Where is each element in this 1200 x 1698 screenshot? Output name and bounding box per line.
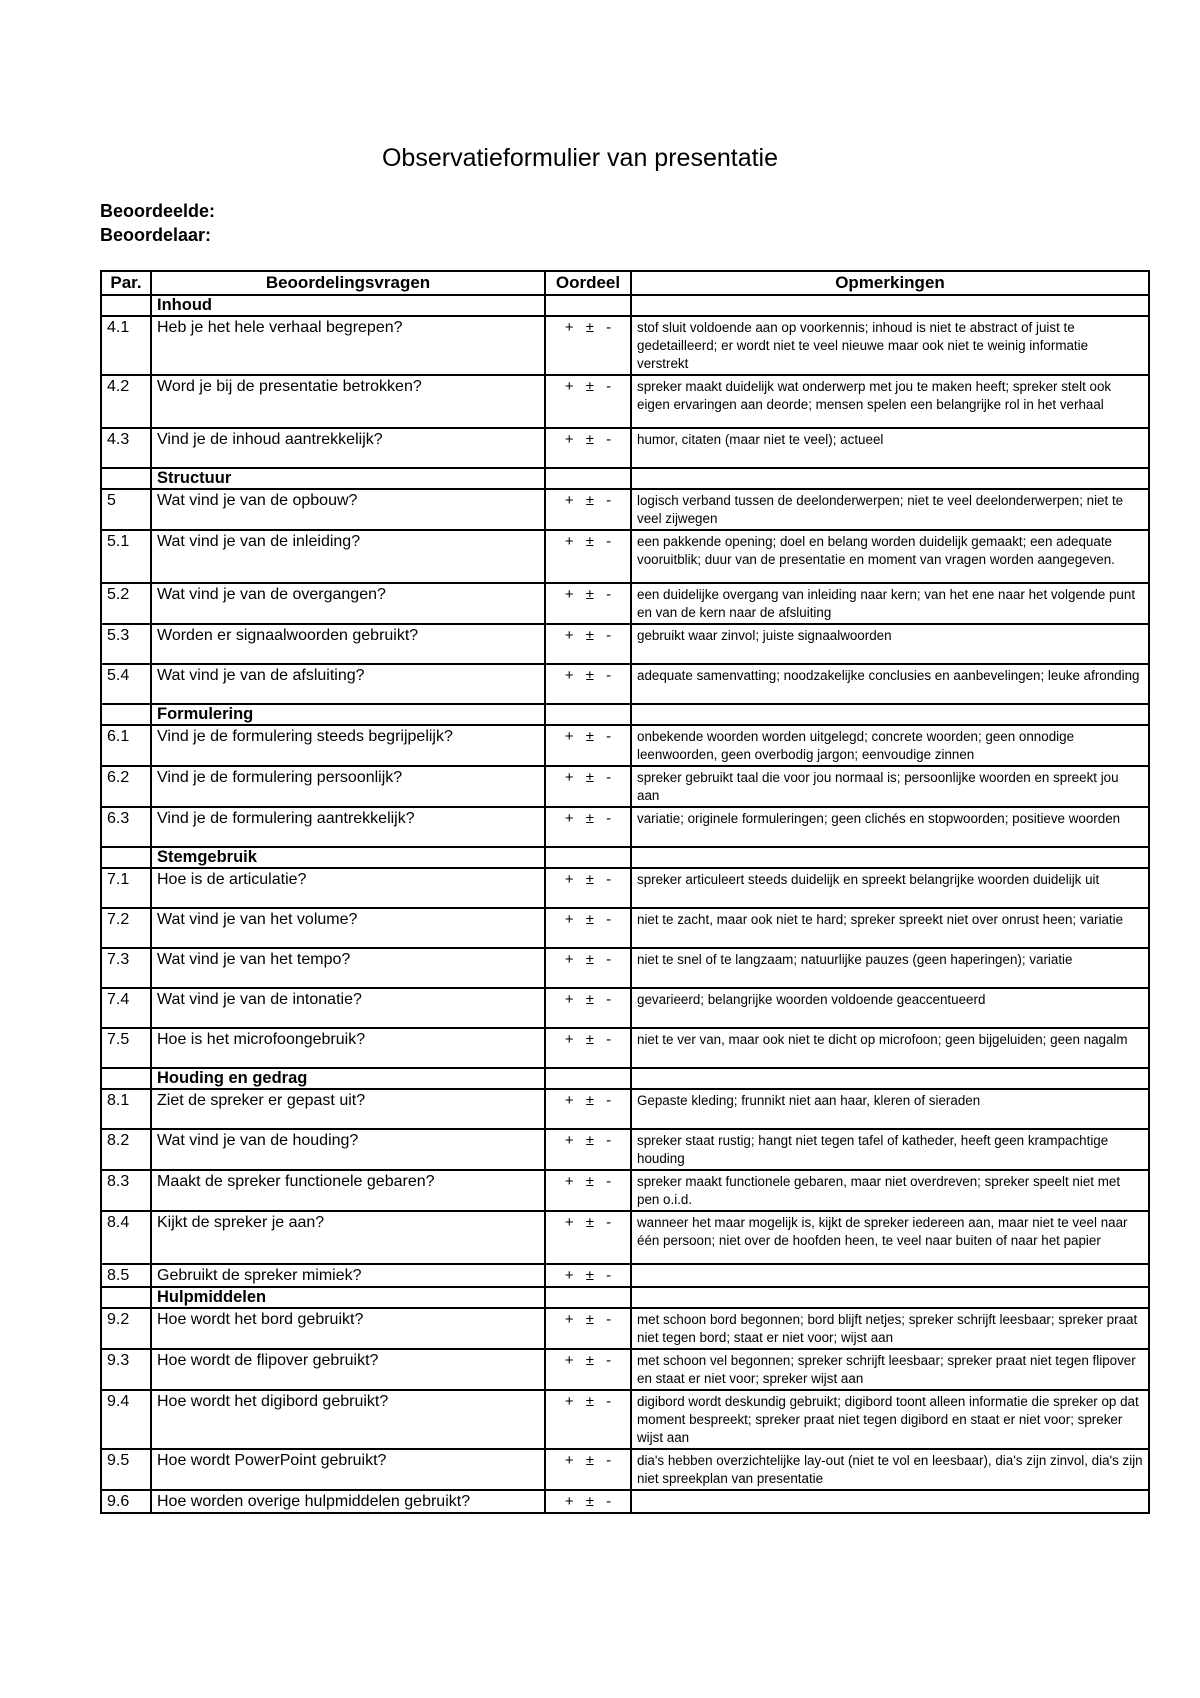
question-text: Wat vind je van de intonatie? [151,988,545,1028]
table-row [101,428,1149,468]
section-row [101,847,1149,868]
section-row [101,1287,1149,1308]
par-number: 7.1 [101,868,151,908]
par-number: 5 [101,489,151,530]
remarks-text: wanneer het maar mogelijk is, kijkt de spreker iedereen aan, maar niet te veel naar één persoon; niet over de hoofden heen, te veel naar buiten of naar het papier [631,1211,1149,1264]
table-row [101,725,1149,766]
question-text: Hoe is de articulatie? [151,868,545,908]
remarks-text: spreker maakt functionele gebaren, maar niet overdreven; spreker speelt niet met pen o.i.d. [631,1170,1149,1211]
rating-scale[interactable]: + ± - [545,908,631,948]
table-row [101,316,1149,375]
table-row [101,948,1149,988]
rating-scale[interactable]: + ± - [545,375,631,428]
section-rating-cell [545,1068,631,1089]
rating-scale[interactable]: + ± - [545,489,631,530]
table-row [101,1129,1149,1170]
question-text: Wat vind je van het tempo? [151,948,545,988]
rating-scale[interactable]: + ± - [545,725,631,766]
par-number: 6.2 [101,766,151,807]
par-number: 6.3 [101,807,151,847]
rating-scale[interactable]: + ± - [545,624,631,664]
table-row [101,868,1149,908]
par-number: 4.1 [101,316,151,375]
remarks-text: gebruikt waar zinvol; juiste signaalwoorden [631,624,1149,664]
par-number: 8.3 [101,1170,151,1211]
question-text: Wat vind je van de inleiding? [151,530,545,583]
question-text: Word je bij de presentatie betrokken? [151,375,545,428]
section-par-cell [101,1068,151,1089]
remarks-text: niet te zacht, maar ook niet te hard; spreker spreekt niet over onrust heen; variatie [631,908,1149,948]
question-text: Hoe is het microfoongebruik? [151,1028,545,1068]
question-text: Vind je de formulering aantrekkelijk? [151,807,545,847]
remarks-text: onbekende woorden worden uitgelegd; concrete woorden; geen onnodige leenwoorden, geen overbodig jargon; eenvoudige zinnen [631,725,1149,766]
par-number: 8.5 [101,1264,151,1287]
section-rating-cell [545,704,631,725]
table-row [101,583,1149,624]
par-number: 9.3 [101,1349,151,1390]
par-number: 9.2 [101,1308,151,1349]
section-row [101,1068,1149,1089]
remarks-text [631,1490,1149,1513]
remarks-text: stof sluit voldoende aan op voorkennis; inhoud is niet te abstract of juist te gedetailleerd; er wordt niet te veel nieuwe maar ook niet te weinig informatie verstrekt [631,316,1149,375]
par-number: 4.3 [101,428,151,468]
par-number: 8.4 [101,1211,151,1264]
rating-scale[interactable]: + ± - [545,1390,631,1449]
question-text: Kijkt de spreker je aan? [151,1211,545,1264]
rating-scale[interactable]: + ± - [545,1308,631,1349]
rating-scale[interactable]: + ± - [545,316,631,375]
section-par-cell [101,704,151,725]
remarks-text: met schoon vel begonnen; spreker schrijft leesbaar; spreker praat niet tegen flipover en staat er niet voor; spreker wijst aan [631,1349,1149,1390]
table-row [101,1308,1149,1349]
rating-scale[interactable]: + ± - [545,1349,631,1390]
rating-scale[interactable]: + ± - [545,1264,631,1287]
remarks-text: spreker articuleert steeds duidelijk en spreekt belangrijke woorden duidelijk uit [631,868,1149,908]
observation-table [100,270,1150,1514]
par-number: 9.4 [101,1390,151,1449]
table-row [101,1264,1149,1287]
rating-scale[interactable]: + ± - [545,428,631,468]
table-row [101,624,1149,664]
section-title: Inhoud [151,295,545,316]
table-row [101,1089,1149,1129]
section-title: Formulering [151,704,545,725]
remarks-text: adequate samenvatting; noodzakelijke conclusies en aanbevelingen; leuke afronding [631,664,1149,704]
question-text: Vind je de formulering steeds begrijpelijk? [151,725,545,766]
section-remarks-cell [631,468,1149,489]
table-row [101,1211,1149,1264]
beoordelaar-label: Beoordelaar: [100,225,212,245]
question-text: Hoe wordt het bord gebruikt? [151,1308,545,1349]
rating-scale[interactable]: + ± - [545,1490,631,1513]
section-rating-cell [545,1287,631,1308]
remarks-text: met schoon bord begonnen; bord blijft netjes; spreker schrijft leesbaar; spreker praat niet tegen bord; staat er niet voor; wijst aan [631,1308,1149,1349]
table-row [101,1349,1149,1390]
section-row [101,295,1149,316]
beoordeelde-label: Beoordeelde: [100,201,216,221]
par-number: 5.1 [101,530,151,583]
section-title: Stemgebruik [151,847,545,868]
table-header-row [101,271,1149,295]
question-text: Gebruikt de spreker mimiek? [151,1264,545,1287]
par-number: 5.3 [101,624,151,664]
section-title: Houding en gedrag [151,1068,545,1089]
remarks-text: gevarieerd; belangrijke woorden voldoende geaccentueerd [631,988,1149,1028]
par-number: 4.2 [101,375,151,428]
question-text: Hoe wordt de flipover gebruikt? [151,1349,545,1390]
question-text: Worden er signaalwoorden gebruikt? [151,624,545,664]
section-par-cell [101,468,151,489]
question-text: Ziet de spreker er gepast uit? [151,1089,545,1129]
section-row [101,468,1149,489]
section-remarks-cell [631,295,1149,316]
header-questions: Beoordelingsvragen [151,271,545,295]
rating-scale[interactable]: + ± - [545,1449,631,1490]
section-title: Structuur [151,468,545,489]
remarks-text: Gepaste kleding; frunnikt niet aan haar, kleren of sieraden [631,1089,1149,1129]
table-row [101,1170,1149,1211]
question-text: Wat vind je van de houding? [151,1129,545,1170]
rating-scale[interactable]: + ± - [545,1170,631,1211]
remarks-text: niet te snel of te langzaam; natuurlijke pauzes (geen haperingen); variatie [631,948,1149,988]
remarks-text: niet te ver van, maar ook niet te dicht op microfoon; geen bijgeluiden; geen nagalm [631,1028,1149,1068]
section-rating-cell [545,847,631,868]
par-number: 9.5 [101,1449,151,1490]
question-text: Heb je het hele verhaal begrepen? [151,316,545,375]
remarks-text: een pakkende opening; doel en belang worden duidelijk gemaakt; een adequate vooruitblik; duur van de presentatie en moment van vragen worden aangegeven. [631,530,1149,583]
section-par-cell [101,295,151,316]
section-par-cell [101,1287,151,1308]
rating-scale[interactable]: + ± - [545,1211,631,1264]
table-row [101,489,1149,530]
question-text: Wat vind je van het volume? [151,908,545,948]
section-title: Hulpmiddelen [151,1287,545,1308]
table-row [101,664,1149,704]
section-remarks-cell [631,704,1149,725]
par-number: 6.1 [101,725,151,766]
section-rating-cell [545,295,631,316]
table-row [101,1490,1149,1513]
table-row [101,807,1149,847]
par-number: 7.2 [101,908,151,948]
table-body [101,295,1149,1513]
remarks-text: spreker staat rustig; hangt niet tegen tafel of katheder, heeft geen krampachtige houding [631,1129,1149,1170]
question-text: Maakt de spreker functionele gebaren? [151,1170,545,1211]
par-number: 7.3 [101,948,151,988]
rating-scale[interactable]: + ± - [545,1028,631,1068]
question-text: Hoe worden overige hulpmiddelen gebruikt? [151,1490,545,1513]
section-remarks-cell [631,1287,1149,1308]
rating-scale[interactable]: + ± - [545,664,631,704]
remarks-text [631,1264,1149,1287]
par-number: 5.2 [101,583,151,624]
par-number: 7.5 [101,1028,151,1068]
remarks-text: logisch verband tussen de deelonderwerpen; niet te veel deelonderwerpen; niet te veel zijwegen [631,489,1149,530]
question-text: Wat vind je van de afsluiting? [151,664,545,704]
remarks-text: variatie; originele formuleringen; geen clichés en stopwoorden; positieve woorden [631,807,1149,847]
question-text: Hoe wordt PowerPoint gebruikt? [151,1449,545,1490]
table-row [101,766,1149,807]
rating-scale[interactable]: + ± - [545,807,631,847]
header-par: Par. [101,271,151,295]
rating-scale[interactable]: + ± - [545,868,631,908]
table-row [101,908,1149,948]
table-row [101,988,1149,1028]
par-number: 8.2 [101,1129,151,1170]
section-remarks-cell [631,1068,1149,1089]
question-text: Hoe wordt het digibord gebruikt? [151,1390,545,1449]
table-row [101,1449,1149,1490]
remarks-text: digibord wordt deskundig gebruikt; digibord toont alleen informatie die spreker op dat moment bespreekt; spreker praat niet tegen digibord en staat er niet voor; spreker wijst aan [631,1390,1149,1449]
rating-scale[interactable]: + ± - [545,530,631,583]
remarks-text: spreker maakt duidelijk wat onderwerp met jou te maken heeft; spreker stelt ook eigen ervaringen aan deorde; mensen spelen een belangrijke rol in het verhaal [631,375,1149,428]
par-number: 5.4 [101,664,151,704]
section-rating-cell [545,468,631,489]
page-title: Observatieformulier van presentatie [381,144,779,172]
remarks-text: humor, citaten (maar niet te veel); actueel [631,428,1149,468]
rating-scale[interactable]: + ± - [545,1129,631,1170]
table-row [101,1028,1149,1068]
question-text: Vind je de inhoud aantrekkelijk? [151,428,545,468]
section-remarks-cell [631,847,1149,868]
header-remarks: Opmerkingen [631,271,1149,295]
par-number: 9.6 [101,1490,151,1513]
section-row [101,704,1149,725]
rating-scale[interactable]: + ± - [545,766,631,807]
table-row [101,1390,1149,1449]
par-number: 8.1 [101,1089,151,1129]
table-row [101,530,1149,583]
remarks-text: spreker gebruikt taal die voor jou normaal is; persoonlijke woorden en spreekt jou aan [631,766,1149,807]
form-fields [100,199,215,247]
remarks-text: een duidelijke overgang van inleiding naar kern; van het ene naar het volgende punt en van de kern naar de afsluiting [631,583,1149,624]
par-number: 7.4 [101,988,151,1028]
rating-scale[interactable]: + ± - [545,948,631,988]
question-text: Vind je de formulering persoonlijk? [151,766,545,807]
section-par-cell [101,847,151,868]
table-row [101,375,1149,428]
remarks-text: dia's hebben overzichtelijke lay-out (niet te vol en leesbaar), dia's zijn zinvol, dia's zijn niet spreekplan van presentatie [631,1449,1149,1490]
question-text: Wat vind je van de overgangen? [151,583,545,624]
question-text: Wat vind je van de opbouw? [151,489,545,530]
rating-scale[interactable]: + ± - [545,583,631,624]
header-rating: Oordeel [545,271,631,295]
rating-scale[interactable]: + ± - [545,1089,631,1129]
rating-scale[interactable]: + ± - [545,988,631,1028]
